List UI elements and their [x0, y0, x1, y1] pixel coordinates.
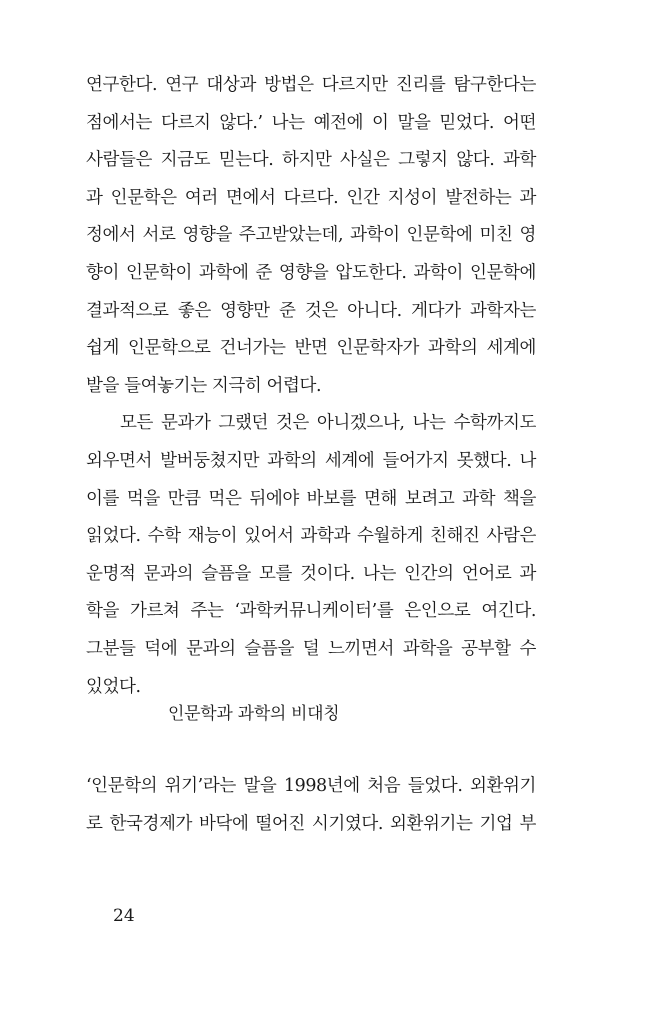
text-line: 외우면서 발버둥쳤지만 과학의 세계에 들어가지 못했다. 나: [86, 450, 536, 471]
text-line: 모든 문과가 그랬던 것은 아니겠으나, 나는 수학까지도: [120, 413, 536, 434]
text-line: 발을 들여놓기는 지극히 어렵다.: [86, 375, 322, 396]
text-line: 결과적으로 좋은 영향만 준 것은 아니다. 게다가 과학자는: [86, 300, 536, 321]
text-line: 학을 가르쳐 주는 ‘과학커뮤니케이터’를 은인으로 여긴다.: [86, 601, 536, 622]
text-line: 사람들은 지금도 믿는다. 하지만 사실은 그렇지 않다. 과학: [86, 150, 536, 171]
page-number: 24: [113, 906, 135, 926]
text-line: 이를 먹을 만큼 먹은 뒤에야 바보를 면해 보려고 과학 책을: [86, 488, 536, 509]
text-line: 과 인문학은 여러 면에서 다르다. 인간 지성이 발전하는 과: [86, 187, 536, 208]
body-text-bottom: [86, 768, 536, 843]
text-line: 향이 인문학이 과학에 준 영향을 압도한다. 과학이 인문학에: [86, 262, 536, 283]
body-text-top: [86, 67, 536, 706]
text-line: 점에서는 다르지 않다.’ 나는 예전에 이 말을 믿었다. 어떤: [86, 112, 536, 133]
text-line: 읽었다. 수학 재능이 있어서 과학과 수월하게 친해진 사람은: [86, 526, 536, 547]
text-line: 쉽게 인문학으로 건너가는 반면 인문학자가 과학의 세계에: [86, 338, 536, 359]
text-line: 로 한국경제가 바닥에 떨어진 시기였다. 외환위기는 기업 부: [86, 813, 536, 834]
section-heading: 인문학과 과학의 비대칭: [168, 704, 340, 724]
text-line: 있었다.: [86, 676, 141, 697]
text-line: 운명적 문과의 슬픔을 모를 것이다. 나는 인간의 언어로 과: [86, 563, 536, 584]
text-line: 연구한다. 연구 대상과 방법은 다르지만 진리를 탐구한다는: [86, 75, 536, 95]
text-line: 정에서 서로 영향을 주고받았는데, 과학이 인문학에 미친 영: [86, 225, 536, 246]
text-line: ‘인문학의 위기’라는 말을 1998년에 처음 들었다. 외환위기: [86, 776, 536, 796]
text-line: 그분들 덕에 문과의 슬픔을 덜 느끼면서 과학을 공부할 수: [86, 638, 536, 659]
